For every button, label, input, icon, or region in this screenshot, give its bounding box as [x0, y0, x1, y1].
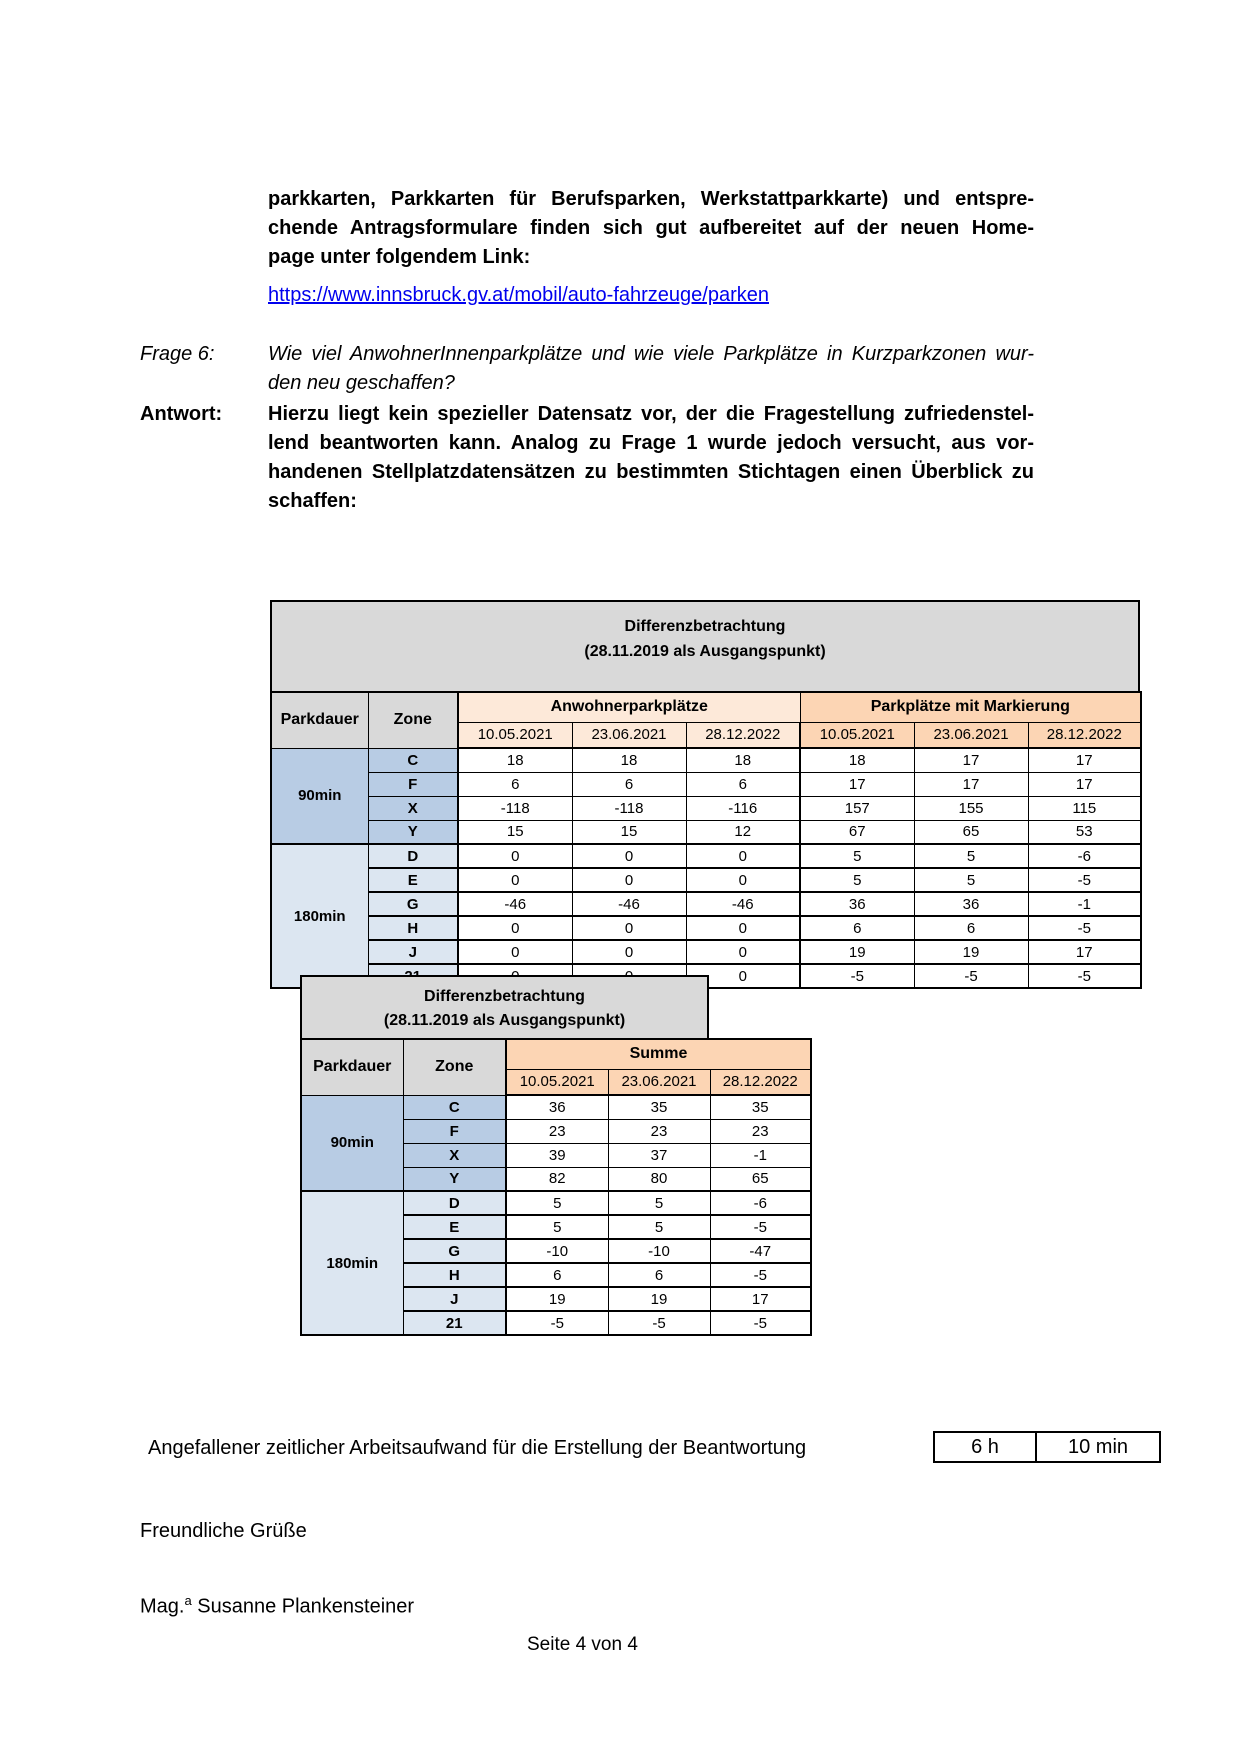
value-cell: 5 — [608, 1191, 710, 1215]
value-cell: 6 — [608, 1263, 710, 1287]
value-cell: 17 — [1028, 748, 1141, 772]
value-cell: 17 — [914, 748, 1028, 772]
value-cell: 6 — [914, 916, 1028, 940]
table-row — [271, 772, 1141, 796]
value-cell: 6 — [686, 772, 800, 796]
zone-cell: G — [403, 1239, 506, 1263]
group-header: Summe — [506, 1039, 811, 1069]
frage-label: Frage 6: — [140, 343, 215, 365]
zone-cell: J — [368, 940, 458, 964]
paragraph-line: page unter folgendem Link: — [268, 246, 531, 268]
value-cell: 23 — [506, 1119, 608, 1143]
table-row — [271, 892, 1141, 916]
effort-minutes-box: 10 min — [1035, 1431, 1161, 1463]
value-cell: 17 — [710, 1287, 811, 1311]
zone-cell: J — [403, 1287, 506, 1311]
frage-text — [268, 340, 1034, 398]
closing-greeting: Freundliche Grüße — [140, 1520, 307, 1542]
value-cell: 18 — [800, 748, 914, 772]
value-cell: 36 — [800, 892, 914, 916]
value-cell: 0 — [686, 964, 800, 988]
value-cell: 0 — [686, 844, 800, 868]
zone-cell: C — [368, 748, 458, 772]
table-row — [271, 916, 1141, 940]
header-row — [301, 1039, 811, 1069]
table-row — [271, 844, 1141, 868]
value-cell: -47 — [710, 1239, 811, 1263]
link-row — [268, 281, 769, 310]
value-cell: 15 — [458, 820, 572, 844]
page-number: Seite 4 von 4 — [527, 1634, 638, 1655]
value-cell: 12 — [686, 820, 800, 844]
signature-prefix: Mag. — [140, 1595, 185, 1618]
table1-title-box — [270, 600, 1140, 693]
value-cell: 0 — [686, 916, 800, 940]
value-cell: -118 — [572, 796, 686, 820]
value-cell: 19 — [914, 940, 1028, 964]
antwort-line: handenen Stellplatzdatensätzen zu bestimmten Stichtagen einen Überblick zu — [268, 461, 1034, 483]
zone-cell: F — [403, 1119, 506, 1143]
intro-paragraph — [268, 185, 1034, 272]
value-cell: -5 — [914, 964, 1028, 988]
value-cell: -46 — [458, 892, 572, 916]
antwort-text — [268, 400, 1034, 516]
date-header: 10.05.2021 — [458, 722, 572, 748]
table-row — [271, 796, 1141, 820]
value-cell: -46 — [572, 892, 686, 916]
value-cell: 18 — [572, 748, 686, 772]
value-cell: -10 — [506, 1239, 608, 1263]
value-cell: -6 — [1028, 844, 1141, 868]
effort-label: Angefallener zeitlicher Arbeitsaufwand für die Erstellung der Beantwortung — [148, 1437, 807, 1459]
antwort-line: schaffen: — [268, 490, 357, 512]
value-cell: 23 — [608, 1119, 710, 1143]
value-cell: 17 — [800, 772, 914, 796]
value-cell: 17 — [1028, 940, 1141, 964]
column-header: Zone — [368, 692, 458, 748]
table-title-line: Differenzbetrachtung — [424, 988, 585, 1005]
antwort-line: Hierzu liegt kein spezieller Datensatz vor, der die Fragestellung zufriedenstel- — [268, 403, 1034, 425]
column-header: Zone — [403, 1039, 506, 1095]
group-header: Parkplätze mit Markierung — [800, 692, 1141, 722]
signature-name: Susanne Plankensteiner — [191, 1595, 415, 1618]
date-header: 23.06.2021 — [572, 722, 686, 748]
table-title-line: Differenzbetrachtung — [624, 618, 786, 635]
value-cell: -5 — [1028, 916, 1141, 940]
value-cell: 39 — [506, 1143, 608, 1167]
value-cell: 0 — [572, 940, 686, 964]
paragraph-line: parkkarten, Parkkarten für Berufsparken, Werkstattparkkarte) und entspre- — [268, 188, 1034, 210]
value-cell: 82 — [506, 1167, 608, 1191]
zone-cell: E — [368, 868, 458, 892]
parkdauer-cell: 180min — [271, 844, 368, 988]
table-subtitle-line: (28.11.2019 als Ausgangspunkt) — [584, 643, 826, 660]
value-cell: -5 — [608, 1311, 710, 1335]
table-row — [271, 940, 1141, 964]
value-cell: 6 — [458, 772, 572, 796]
difference-table-summe — [300, 1038, 812, 1336]
value-cell: -5 — [710, 1215, 811, 1239]
date-header: 10.05.2021 — [800, 722, 914, 748]
value-cell: 80 — [608, 1167, 710, 1191]
table-row — [271, 868, 1141, 892]
date-header: 28.12.2022 — [1028, 722, 1141, 748]
value-cell: 157 — [800, 796, 914, 820]
value-cell: 0 — [686, 868, 800, 892]
header-row — [271, 692, 1141, 722]
date-header: 23.06.2021 — [914, 722, 1028, 748]
value-cell: 15 — [572, 820, 686, 844]
table-subtitle-line: (28.11.2019 als Ausgangspunkt) — [383, 1012, 626, 1029]
value-cell: 0 — [686, 940, 800, 964]
zone-cell: Y — [368, 820, 458, 844]
effort-hours-box: 6 h — [933, 1431, 1037, 1463]
zone-cell: D — [403, 1191, 506, 1215]
value-cell: -46 — [686, 892, 800, 916]
zone-cell: X — [403, 1143, 506, 1167]
value-cell: 17 — [1028, 772, 1141, 796]
value-cell: 5 — [506, 1191, 608, 1215]
antwort-line: lend beantworten kann. Analog zu Frage 1 wurde jedoch versucht, aus vor- — [268, 432, 1034, 454]
parkdauer-cell: 90min — [271, 748, 368, 844]
zone-cell: H — [403, 1263, 506, 1287]
value-cell: -5 — [800, 964, 914, 988]
value-cell: 37 — [608, 1143, 710, 1167]
value-cell: 6 — [800, 916, 914, 940]
value-cell: 35 — [710, 1095, 811, 1119]
value-cell: 36 — [506, 1095, 608, 1119]
value-cell: -5 — [710, 1263, 811, 1287]
value-cell: 23 — [710, 1119, 811, 1143]
value-cell: -5 — [1028, 868, 1141, 892]
value-cell: 5 — [800, 844, 914, 868]
value-cell: -1 — [1028, 892, 1141, 916]
value-cell: 115 — [1028, 796, 1141, 820]
value-cell: -5 — [506, 1311, 608, 1335]
value-cell: 65 — [710, 1167, 811, 1191]
value-cell: 5 — [914, 868, 1028, 892]
zone-cell: E — [403, 1215, 506, 1239]
value-cell: 0 — [458, 916, 572, 940]
frage-line: Wie viel AnwohnerInnenparkplätze und wie viele Parkplätze in Kurzparkzonen wur- — [268, 343, 1034, 365]
value-cell: 19 — [608, 1287, 710, 1311]
value-cell: 0 — [458, 868, 572, 892]
homepage-link[interactable]: https://www.innsbruck.gv.at/mobil/auto-fahrzeuge/parken — [268, 284, 769, 306]
date-header: 28.12.2022 — [710, 1069, 811, 1095]
table-row — [301, 1095, 811, 1119]
value-cell: 18 — [458, 748, 572, 772]
date-header: 28.12.2022 — [686, 722, 800, 748]
paragraph-line: chende Antragsformulare finden sich gut aufbereitet auf der neuen Home- — [268, 217, 1034, 239]
value-cell: 0 — [458, 844, 572, 868]
value-cell: 67 — [800, 820, 914, 844]
value-cell: 18 — [686, 748, 800, 772]
date-header: 23.06.2021 — [608, 1069, 710, 1095]
value-cell: 19 — [506, 1287, 608, 1311]
zone-cell: 21 — [403, 1311, 506, 1335]
table-row — [271, 820, 1141, 844]
table2-title-box — [300, 975, 709, 1040]
value-cell: 53 — [1028, 820, 1141, 844]
difference-table-full — [270, 691, 1142, 989]
table-row — [271, 748, 1141, 772]
frage-line: den neu geschaffen? — [268, 372, 455, 394]
value-cell: 6 — [506, 1263, 608, 1287]
value-cell: 0 — [572, 868, 686, 892]
zone-cell: Y — [403, 1167, 506, 1191]
zone-cell: F — [368, 772, 458, 796]
value-cell: 5 — [800, 868, 914, 892]
value-cell: 5 — [506, 1215, 608, 1239]
zone-cell: G — [368, 892, 458, 916]
value-cell: 5 — [608, 1215, 710, 1239]
value-cell: -5 — [710, 1311, 811, 1335]
column-header: Parkdauer — [301, 1039, 403, 1095]
value-cell: -118 — [458, 796, 572, 820]
signature-superscript: a — [184, 1593, 192, 1608]
zone-cell: C — [403, 1095, 506, 1119]
value-cell: 155 — [914, 796, 1028, 820]
value-cell: 0 — [572, 844, 686, 868]
value-cell: 6 — [572, 772, 686, 796]
value-cell: 35 — [608, 1095, 710, 1119]
value-cell: 36 — [914, 892, 1028, 916]
value-cell: 19 — [800, 940, 914, 964]
value-cell: 17 — [914, 772, 1028, 796]
value-cell: -116 — [686, 796, 800, 820]
zone-cell: D — [368, 844, 458, 868]
effort-boxes — [933, 1431, 1161, 1463]
zone-cell: H — [368, 916, 458, 940]
value-cell: -1 — [710, 1143, 811, 1167]
zone-cell: X — [368, 796, 458, 820]
date-header: 10.05.2021 — [506, 1069, 608, 1095]
antwort-label: Antwort: — [140, 403, 223, 425]
column-header: Parkdauer — [271, 692, 368, 748]
value-cell: 5 — [914, 844, 1028, 868]
group-header: Anwohnerparkplätze — [458, 692, 800, 722]
parkdauer-cell: 90min — [301, 1095, 403, 1191]
table-row — [301, 1191, 811, 1215]
value-cell: -5 — [1028, 964, 1141, 988]
parkdauer-cell: 180min — [301, 1191, 403, 1335]
value-cell: 0 — [572, 916, 686, 940]
value-cell: 65 — [914, 820, 1028, 844]
value-cell: -10 — [608, 1239, 710, 1263]
value-cell: 0 — [458, 940, 572, 964]
value-cell: -6 — [710, 1191, 811, 1215]
signature — [140, 1593, 414, 1619]
